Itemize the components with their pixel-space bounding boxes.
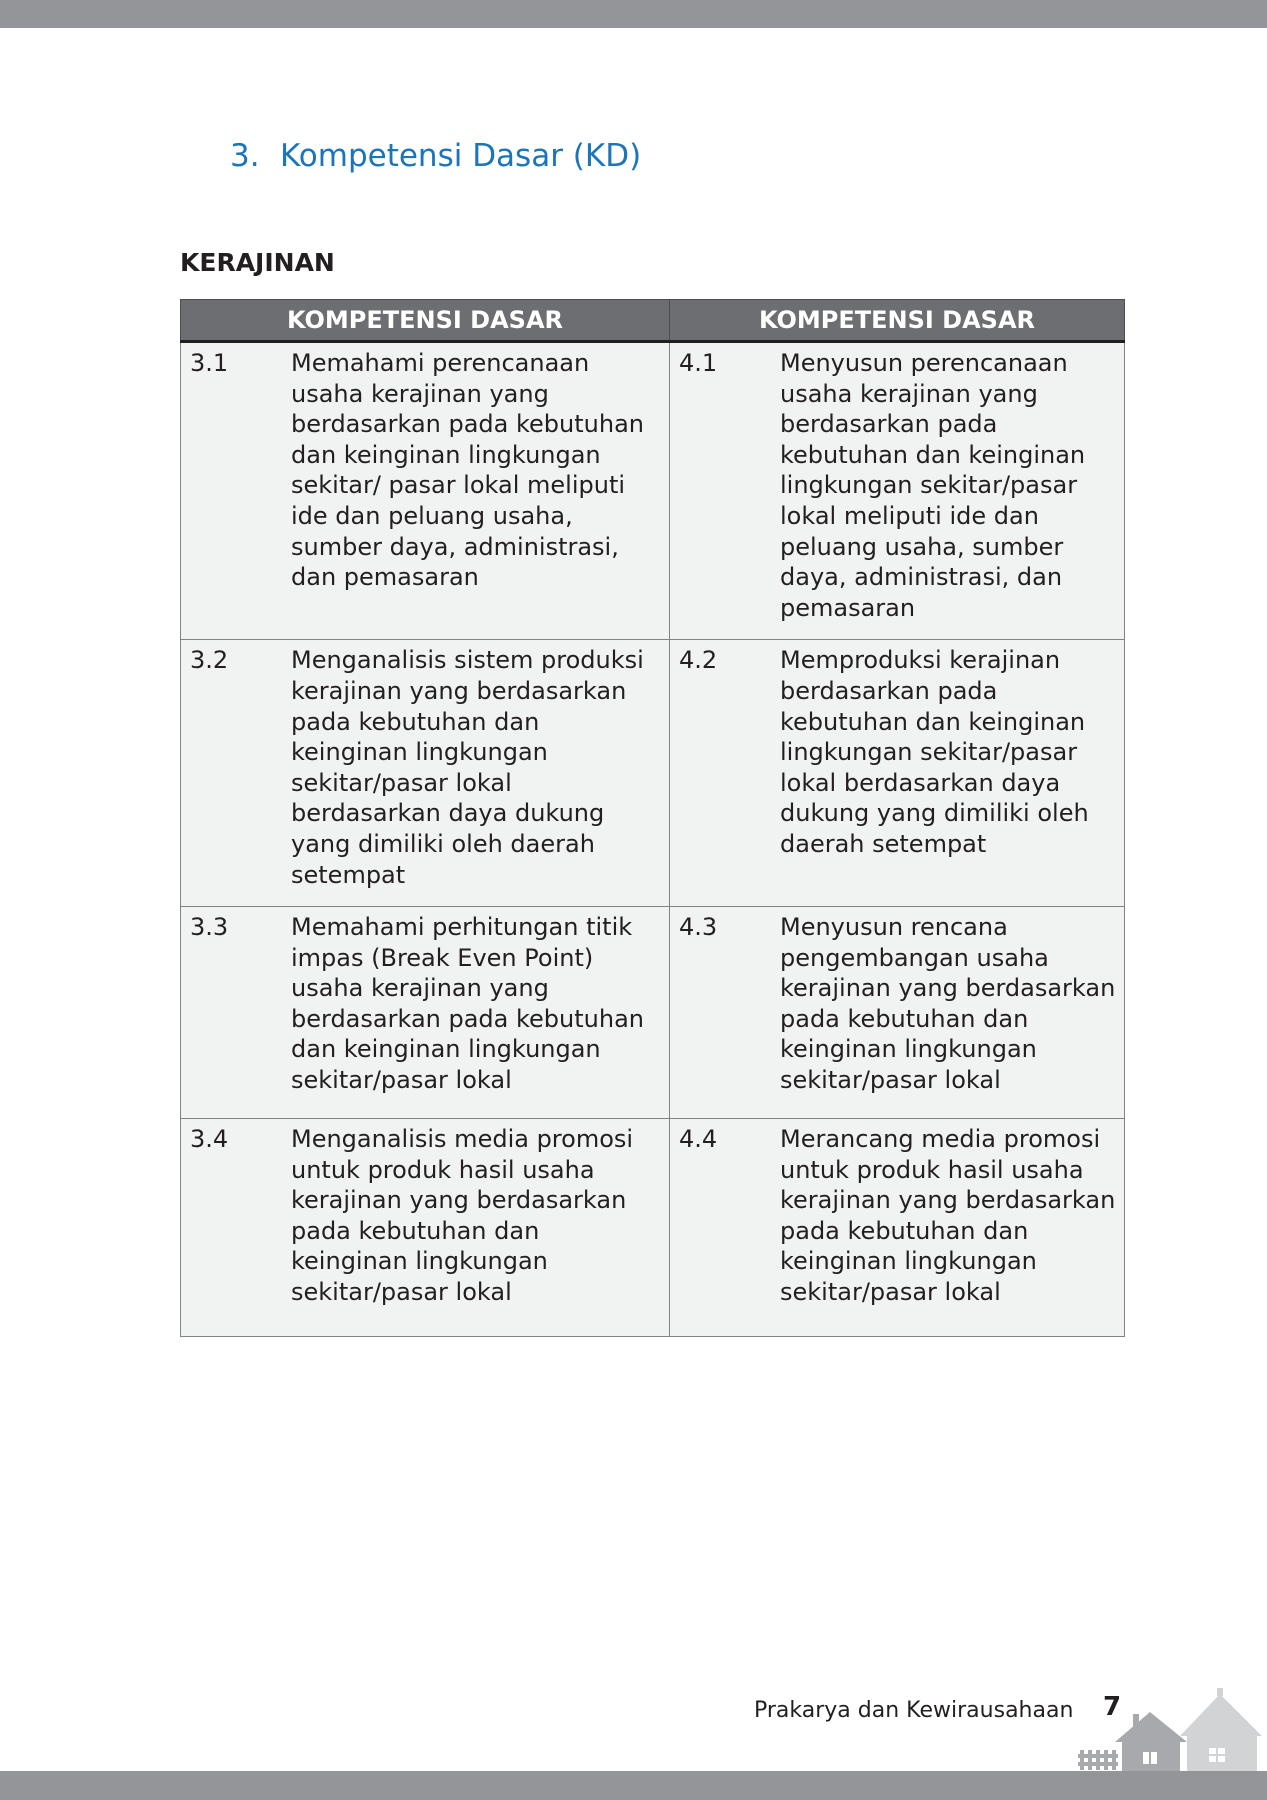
houses-icon — [1075, 1676, 1267, 1771]
header-cell-left: KOMPETENSI DASAR — [181, 300, 670, 342]
table-cell-right — [670, 342, 1125, 640]
table-cell-left — [181, 342, 670, 640]
table-cell-right — [670, 640, 1125, 907]
table-header-row — [181, 300, 1125, 342]
kd-code: 3.2 — [190, 646, 229, 675]
kd-table — [180, 299, 1125, 1337]
top-bar — [0, 0, 1267, 28]
kd-text: Menganalisis sistem produksi kerajinan yang berdasarkan pada kebutuhan dan keinginan lingkungan sekitar/pasar lokal berdasarkan daya dukung yang dimiliki oleh daerah setempat — [291, 646, 644, 889]
kd-code: 3.1 — [190, 349, 229, 377]
kd-text: Merancang media promosi untuk produk hasil usaha kerajinan yang berdasarkan pada kebutuhan dan keinginan lingkungan sekitar/pasar lokal — [780, 1125, 1116, 1307]
table-row — [181, 907, 1125, 1119]
table-cell-left — [181, 1119, 670, 1337]
bottom-bar — [0, 1771, 1267, 1800]
kd-code: 4.4 — [679, 1125, 718, 1154]
kd-text: Menyusun rencana pengembangan usaha kerajinan yang berdasarkan pada kebutuhan dan keinginan lingkungan sekitar/pasar lokal — [780, 913, 1116, 1095]
kd-code: 3.4 — [190, 1125, 229, 1154]
kd-code: 4.1 — [679, 349, 718, 377]
section-title — [230, 138, 641, 174]
section-title-text: Kompetensi Dasar (KD) — [280, 138, 642, 174]
header-cell-right: KOMPETENSI DASAR — [670, 300, 1125, 342]
table-row — [181, 640, 1125, 907]
kd-code: 3.3 — [190, 913, 229, 942]
kd-code: 4.2 — [679, 646, 718, 675]
kd-text: Menyusun perencanaan usaha kerajinan yang berdasarkan pada kebutuhan dan keinginan lingkungan sekitar/pasar lokal meliputi ide dan peluang usaha, sumber daya, administrasi, dan pemasaran — [780, 349, 1086, 622]
table-cell-left — [181, 907, 670, 1119]
subject-heading: KERAJINAN — [180, 248, 335, 277]
page-number: 7 — [1103, 1692, 1122, 1722]
table-cell-left — [181, 640, 670, 907]
table-cell-right — [670, 1119, 1125, 1337]
table-cell-right — [670, 907, 1125, 1119]
kd-text: Memahami perhitungan titik impas (Break Even Point) usaha kerajinan yang berdasarkan pada kebutuhan dan keinginan lingkungan sekitar/pasar lokal — [291, 913, 645, 1095]
kd-text: Memahami perencanaan usaha kerajinan yang berdasarkan pada kebutuhan dan keinginan lingkungan sekitar/ pasar lokal meliputi ide dan peluang usaha, sumber daya, administrasi, dan pemasaran — [291, 349, 645, 592]
kd-code: 4.3 — [679, 913, 718, 942]
kd-text: Memproduksi kerajinan berdasarkan pada kebutuhan dan keinginan lingkungan sekitar/pasar lokal berdasarkan daya dukung yang dimiliki oleh daerah setempat — [780, 646, 1089, 858]
table-row — [181, 1119, 1125, 1337]
table-row — [181, 342, 1125, 640]
section-number: 3. — [230, 138, 260, 174]
footer-book-title: Prakarya dan Kewirausahaan — [754, 1698, 1074, 1723]
kd-text: Menganalisis media promosi untuk produk hasil usaha kerajinan yang berdasarkan pada kebutuhan dan keinginan lingkungan sekitar/pasar lokal — [291, 1125, 634, 1307]
